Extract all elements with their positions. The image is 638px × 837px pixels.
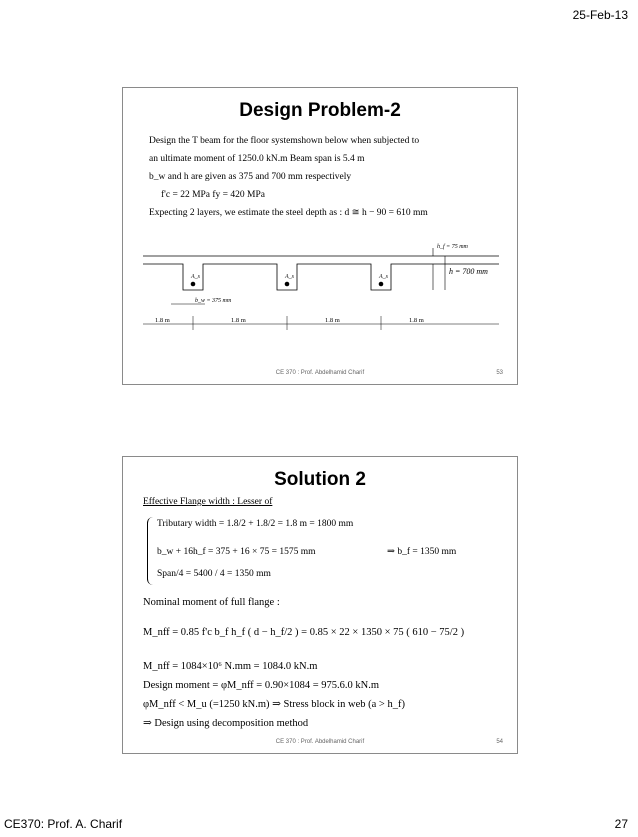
solution-line-9: Design moment = φM_nff = 0.90×1084 = 975.6.0 kN.m (143, 680, 380, 691)
problem-line-5: Expecting 2 layers, we estimate the steel depth as : d ≅ h − 90 = 610 mm (149, 208, 428, 218)
as-label: A_s (379, 274, 388, 280)
solution-line-3: b_w + 16h_f = 375 + 16 × 75 = 1575 mm (157, 547, 316, 557)
problem-line-2: an ultimate moment of 1250.0 kN.m Beam span is 5.4 m (149, 154, 365, 164)
solution-line-1: Effective Flange width : Lesser of (143, 497, 273, 507)
solution-line-10: φM_nff < M_u (=1250 kN.m) ⇒ Stress block in web (a > h_f) (143, 699, 405, 710)
rebar-dot (379, 282, 384, 287)
as-label: A_s (191, 274, 200, 280)
slide-solution (122, 456, 518, 754)
span-label: 1.8 m (155, 317, 170, 324)
solution-line-5: Span/4 = 5400 / 4 = 1350 mm (157, 569, 271, 579)
slide-footer: CE 370 : Prof. Abdelhamid Charif (275, 739, 365, 745)
span-label: 1.8 m (231, 317, 246, 324)
slide-number: 54 (496, 739, 503, 745)
slide-footer: CE 370 : Prof. Abdelhamid Charif (275, 370, 365, 376)
problem-line-1: Design the T beam for the floor systemshown below when subjected to (149, 136, 420, 146)
rebar-dot (285, 282, 290, 287)
solution-line-2: Tributary width = 1.8/2 + 1.8/2 = 1.8 m = 1800 mm (157, 519, 354, 529)
header-date: 25-Feb-13 (572, 8, 628, 22)
solution-line-4: ⇒ b_f = 1350 mm (387, 547, 457, 557)
t-beam-cross-section-diagram (133, 230, 509, 340)
solution-line-11: ⇒ Design using decomposition method (143, 718, 309, 729)
problem-line-4: f'c = 22 MPa fy = 420 MPa (161, 190, 265, 200)
bw-label: b_w = 375 mm (195, 298, 232, 304)
rebar-dot (191, 282, 196, 287)
footer-page-number: 27 (614, 817, 628, 831)
slide-title: Design Problem-2 (239, 100, 401, 121)
solution-line-7: M_nff = 0.85 f'c b_f h_f ( d − h_f/2 ) = 0.85 × 22 × 1350 × 75 ( 610 − 75/2 ) (143, 627, 465, 638)
solution-line-8: M_nff = 1084×10⁶ N.mm = 1084.0 kN.m (143, 661, 318, 672)
brace (147, 517, 154, 585)
slide-design-problem (122, 87, 518, 385)
hf-label: h_f = 75 mm (437, 244, 468, 250)
problem-line-3: b_w and h are given as 375 and 700 mm respectively (149, 172, 352, 182)
slide-title: Solution 2 (274, 469, 366, 490)
as-label: A_s (285, 274, 294, 280)
solution-line-6: Nominal moment of full flange : (143, 597, 280, 608)
h-label: h = 700 mm (449, 267, 488, 276)
slide-number: 53 (496, 370, 503, 376)
footer-course-label: CE370: Prof. A. Charif (4, 817, 123, 831)
span-label: 1.8 m (325, 317, 340, 324)
span-label: 1.8 m (409, 317, 424, 324)
